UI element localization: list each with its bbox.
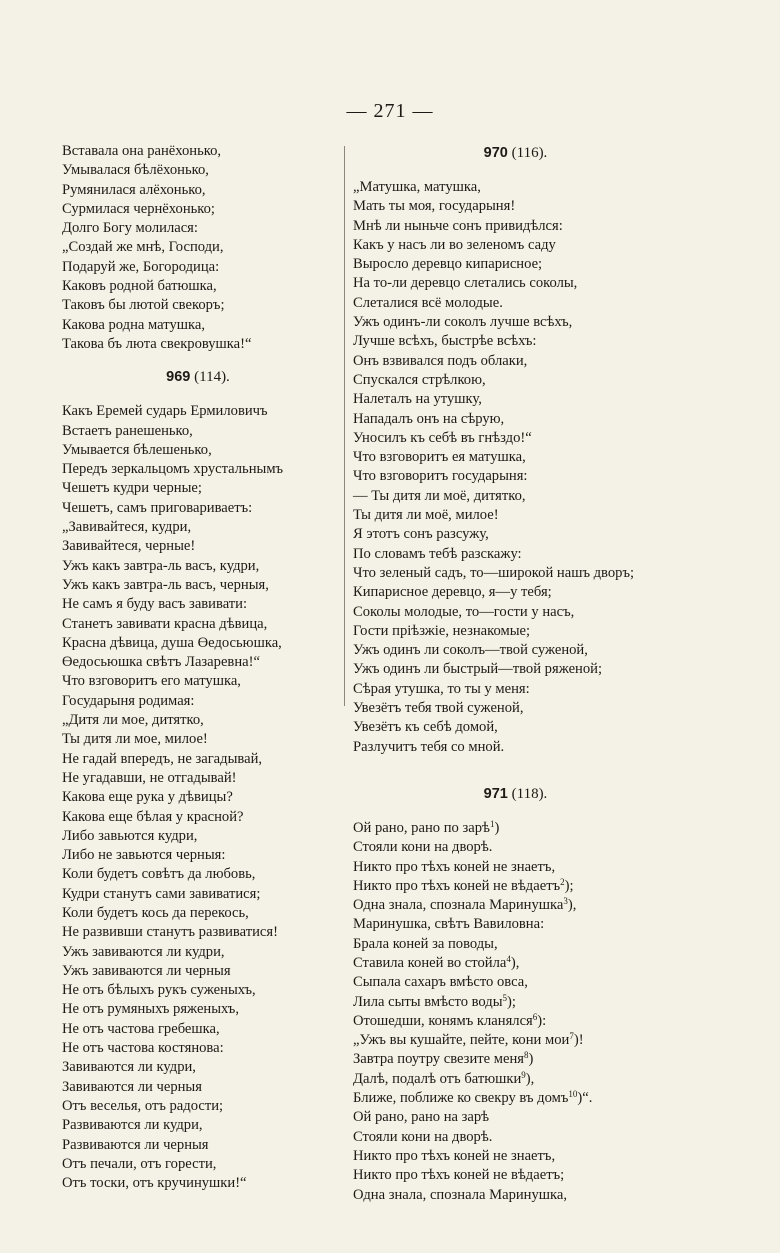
verse-line (353, 1166, 678, 1185)
poem-reference: (114). (194, 369, 230, 386)
verse-text: Никто про тѣхъ коней не вѣдаетъ (353, 877, 561, 894)
verse-line (353, 877, 678, 896)
verse-line: Ужъ одинъ ли соколъ—твой суженой, (353, 642, 588, 659)
footnote-marker: 5 (502, 992, 508, 1003)
verse-line: Налеталъ на утушку, (353, 391, 482, 408)
verse-line: Встаетъ ранешенько, (62, 422, 193, 439)
verse-line: Мнѣ ли ныньче сонъ привидѣлся: (353, 217, 563, 234)
right-column (353, 142, 678, 1205)
verse-line: „Создай же мнѣ, Господи, (62, 239, 224, 256)
verse-line: Развиваются ли кудри, (62, 1117, 203, 1134)
verse-line (353, 819, 678, 838)
poem-number: 971 (483, 785, 508, 802)
verse-line (353, 1128, 678, 1147)
verse-line: Выросло деревцо кипарисное; (353, 256, 543, 273)
verse-line: Уносилъ къ себѣ въ гнѣздо!“ (353, 429, 532, 446)
verse-line: Таковъ бы лютой свекоръ; (62, 297, 225, 314)
verse-line: Завивайтеся, черные! (62, 538, 196, 555)
verse-line: Ужъ какъ завтра-ль васъ, кудри, (62, 557, 260, 574)
poem-reference: (118). (511, 785, 548, 802)
verse-line: Что взговоритъ государыня: (353, 468, 528, 485)
verse-text: Ближе, поближе ко свекру въ домъ (353, 1090, 569, 1107)
poem-969-text (62, 402, 334, 1193)
verse-line: „Матушка, матушка, (353, 179, 481, 195)
verse-line: Соколы молодые, то—гости у насъ, (353, 603, 575, 620)
footnote-marker: 9 (521, 1069, 526, 1080)
verse-text: Брала коней за поводы, (353, 935, 498, 952)
verse-line: Какова еще рука у дѣвицы? (62, 789, 233, 806)
verse-line (353, 1070, 678, 1089)
verse-line: Разлучитъ тебя со мной. (353, 738, 505, 755)
verse-line: Передъ зеркальцомъ хрустальнымъ (62, 461, 284, 478)
verse-line (353, 935, 678, 954)
poem-continuation (62, 142, 334, 354)
verse-line (353, 838, 678, 857)
poem-heading-969 (62, 368, 334, 387)
poem-number: 969 (166, 369, 191, 386)
verse-punctuation: ); (507, 993, 516, 1010)
footnote-marker: 7 (569, 1031, 574, 1042)
footnote-marker: 2 (560, 876, 565, 887)
verse-line: Кудри станутъ сами завиватися; (62, 885, 261, 902)
verse-punctuation: ) (494, 819, 500, 836)
verse-punctuation: ), (567, 897, 577, 914)
verse-text: Никто про тѣхъ коней не вѣдаетъ; (353, 1167, 565, 1184)
verse-line: Такова бъ люта свекровушка!“ (62, 335, 252, 352)
verse-line (353, 1012, 678, 1031)
verse-line (353, 1147, 678, 1166)
verse-line: Сурмилася чернёхонько; (62, 200, 215, 217)
verse-text: Никто про тѣхъ коней не знаетъ, (353, 858, 556, 875)
verse-text: Маринушка, свѣтъ Вавиловна: (353, 916, 545, 933)
verse-line: Спускался стрѣлкою, (353, 371, 486, 388)
verse-line: Отъ тоски, отъ кручинушки!“ (62, 1175, 247, 1192)
verse-line (353, 1186, 678, 1205)
poem-reference: (116). (511, 145, 548, 161)
verse-text: Стояли кони на дворѣ. (353, 1128, 493, 1145)
verse-text: Ой рано, рано на зарѣ (353, 1109, 490, 1126)
verse-punctuation: ), (510, 954, 520, 971)
footnote-marker: 6 (532, 1011, 538, 1022)
verse-line: Завиваются ли черныя (62, 1078, 202, 1095)
verse-text: Лила сыты вмѣсто воды (353, 993, 503, 1010)
verse-text: Одна знала, спознала Маринушка, (353, 1186, 568, 1203)
verse-line: Либо завьются кудри, (62, 827, 198, 844)
footnote-marker: 1 (489, 818, 495, 829)
verse-text: „Ужъ вы кушайте, пейте, кони мои (353, 1032, 570, 1049)
verse-line: Румянилася алёхонько, (62, 181, 206, 198)
verse-text: Стояли кони на дворѣ. (353, 839, 493, 856)
verse-line: Какова родна матушка, (62, 316, 205, 333)
verse-line: Станетъ завивати красна дѣвица, (62, 615, 268, 632)
verse-line: На то-ли деревцо слетались соколы, (353, 275, 578, 292)
poem-heading-970 (353, 144, 678, 163)
verse-text: Одна знала, спознала Маринушка (353, 897, 564, 914)
poem-970-text (353, 178, 678, 757)
verse-line: Вставала она ранёхонько, (62, 143, 222, 159)
verse-line: Не угадавши, не отгадывай! (62, 769, 237, 786)
verse-punctuation: ) (528, 1051, 534, 1068)
verse-line: Чешетъ, самъ приговариваетъ: (62, 499, 253, 516)
verse-line: Умывается бѣлешенько, (62, 441, 212, 458)
verse-line: Какъ Еремей сударь Ермиловичъ (62, 403, 268, 420)
verse-line: Сѣрая утушка, то ты у меня: (353, 680, 530, 697)
verse-line: Ты дитя ли мое, милое! (62, 731, 208, 748)
verse-line: Отъ печали, отъ горести, (62, 1155, 217, 1172)
verse-line: — Ты дитя ли моё, дитятко, (353, 487, 526, 504)
verse-line: Государыня родимая: (62, 692, 195, 709)
footnote-marker: 4 (506, 953, 511, 964)
verse-text: Никто про тѣхъ коней не знаетъ, (353, 1147, 556, 1164)
verse-line: Не гадай впередъ, не загадывай, (62, 750, 263, 767)
footnote-marker: 3 (563, 896, 568, 907)
verse-line: Онъ взвивался подъ облаки, (353, 352, 528, 369)
column-divider (344, 146, 345, 706)
verse-text: Ой рано, рано по зарѣ (353, 819, 490, 836)
poem-971-text (353, 819, 678, 1205)
verse-line: Не развивши станутъ развиватися! (62, 924, 278, 941)
verse-punctuation: )“. (577, 1090, 593, 1107)
verse-line: Завиваются ли кудри, (62, 1059, 196, 1076)
verse-line: Красна дѣвица, душа Өедосьюшка, (62, 634, 282, 651)
verse-line: Что зеленый садъ, то—широкой нашъ дворъ; (353, 564, 635, 581)
verse-line (353, 1050, 678, 1069)
poem-heading-971 (353, 785, 678, 804)
verse-line: Подаруй же, Богородица: (62, 258, 220, 275)
verse-line (353, 954, 678, 973)
footnote-marker: 10 (568, 1089, 578, 1100)
verse-line (353, 993, 678, 1012)
verse-punctuation: ): (537, 1012, 547, 1029)
left-column (62, 142, 334, 1193)
verse-line: Чешетъ кудри черные; (62, 480, 202, 497)
verse-line: Ужъ завиваются ли кудри, (62, 943, 225, 960)
verse-line: Коли будетъ кось да перекось, (62, 904, 249, 921)
verse-line (353, 896, 678, 915)
verse-line: Каковъ родной батюшка, (62, 278, 217, 295)
verse-line: Не отъ частова костянова: (62, 1040, 224, 1057)
verse-line (353, 1089, 678, 1108)
verse-line: „Завивайтеся, кудри, (62, 519, 192, 536)
verse-line: Развиваются ли черныя (62, 1136, 209, 1153)
verse-line: Нападалъ онъ на сѣрую, (353, 410, 505, 427)
verse-line: Долго Богу молилася: (62, 220, 198, 237)
poem-number: 970 (483, 145, 508, 161)
verse-text: Далѣ, подалѣ отъ батюшки (353, 1070, 522, 1087)
verse-text: Завтра поутру свезите меня (353, 1051, 524, 1068)
verse-line (353, 1031, 678, 1050)
page-number: — 271 — (346, 100, 434, 122)
verse-line: Я этотъ сонъ разсужу, (353, 526, 489, 543)
verse-line: Ты дитя ли моё, милое! (353, 507, 499, 524)
verse-line: Какова еще бѣлая у красной? (62, 808, 244, 825)
verse-line: Не отъ румяныхъ ряженыхъ, (62, 1001, 239, 1018)
verse-text: Ставила коней во стойла (353, 954, 507, 971)
verse-line: Какъ у насъ ли во зеленомъ саду (353, 236, 556, 253)
verse-line: Что взговоритъ ея матушка, (353, 449, 526, 466)
verse-line: Лучше всѣхъ, быстрѣе всѣхъ: (353, 333, 537, 350)
verse-line: Не самъ я буду васъ завивати: (62, 596, 248, 613)
verse-line (353, 915, 678, 934)
verse-line: Слеталися всё молодые. (353, 294, 503, 311)
verse-punctuation: )! (573, 1032, 584, 1049)
verse-line: Что взговоритъ его матушка, (62, 673, 241, 690)
verse-line: Не отъ частова гребешка, (62, 1020, 220, 1037)
verse-line: Гости прiѣзжiе, незнакомые; (353, 622, 531, 639)
verse-text: Сыпала сахаръ вмѣсто овса, (353, 974, 528, 991)
verse-line (353, 1108, 678, 1127)
verse-line: Увезётъ къ себѣ домой, (353, 719, 498, 736)
verse-line: Ужъ одинъ ли быстрый—твой ряженой; (353, 661, 603, 678)
verse-line: Либо не завьются черныя: (62, 847, 226, 864)
verse-line: Умывалася бѣлёхонько, (62, 162, 209, 179)
footnote-marker: 8 (524, 1050, 529, 1061)
verse-line: „Дитя ли мое, дитятко, (62, 712, 204, 729)
verse-line: По словамъ тебѣ разскажу: (353, 545, 522, 562)
verse-line: Ужъ одинъ-ли соколъ лучше всѣхъ, (353, 314, 573, 331)
verse-line: Өедосьюшка свѣтъ Лазаревна!“ (62, 654, 260, 671)
verse-line: Ужъ завиваются ли черныя (62, 962, 231, 979)
verse-line (353, 858, 678, 877)
verse-line: Коли будетъ совѣтъ да любовь, (62, 866, 256, 883)
verse-line: Не отъ бѣлыхъ рукъ суженыхъ, (62, 982, 256, 999)
verse-line: Кипарисное деревцо, я—у тебя; (353, 584, 552, 601)
verse-punctuation: ), (525, 1070, 535, 1087)
verse-line: Мать ты моя, государыня! (353, 198, 516, 215)
verse-line (353, 973, 678, 992)
verse-punctuation: ); (564, 877, 574, 894)
verse-line: Увезётъ тебя твой суженой, (353, 700, 524, 717)
verse-text: Отошедши, конямъ кланялся (353, 1012, 533, 1029)
verse-line: Отъ веселья, отъ радости; (62, 1097, 224, 1114)
verse-line: Ужъ какъ завтра-ль васъ, черныя, (62, 576, 269, 593)
